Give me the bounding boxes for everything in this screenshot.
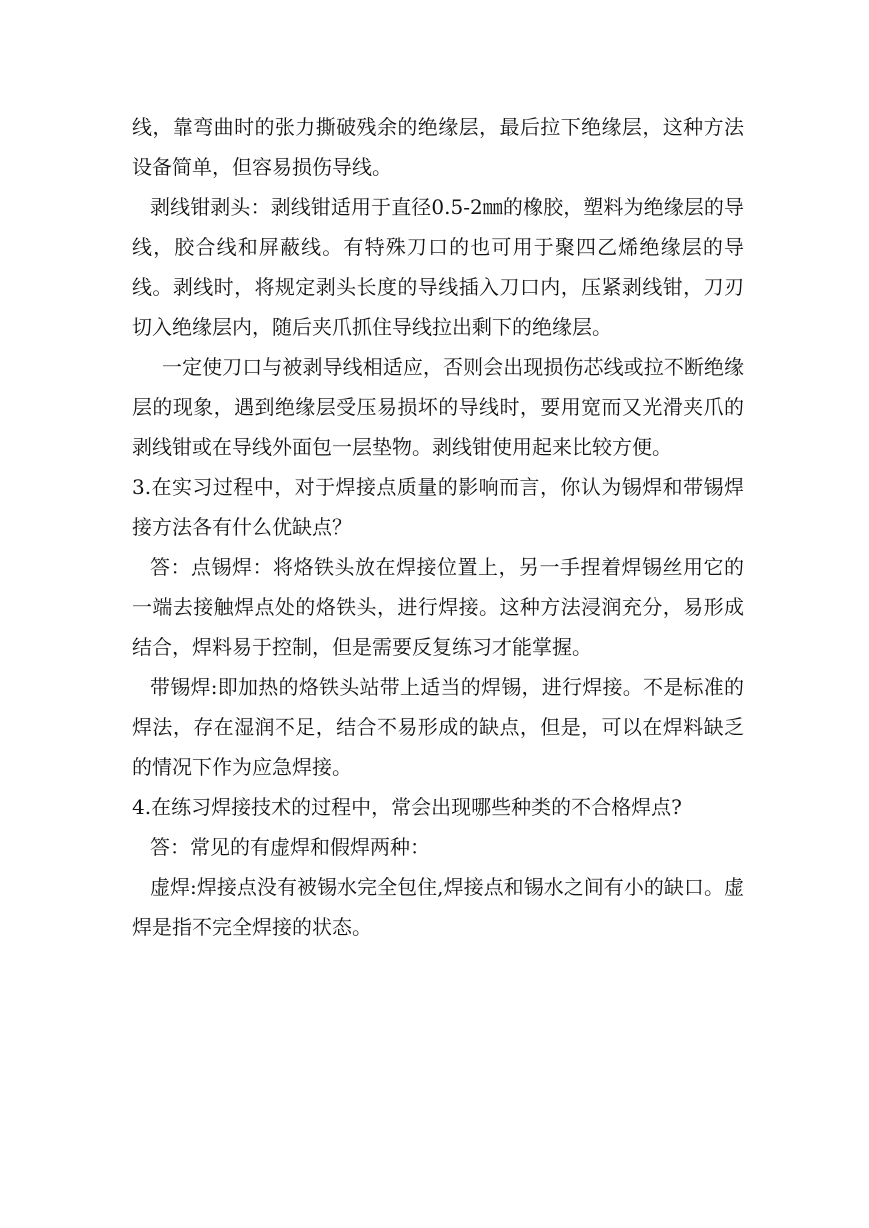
question-4: 4.在练习焊接技术的过程中，常会出现哪些种类的不合格焊点? — [132, 795, 682, 819]
paragraph-stripping-tail: 线，靠弯曲时的张力撕破残余的绝缘层，最后拉下绝缘层，这种方法设备简单，但容易损伤导线。 — [132, 115, 744, 179]
answer-4-intro: 答：常见的有虚焊和假焊两种： — [150, 835, 430, 859]
paragraph-wire-stripper: 剥线钳剥头：剥线钳适用于直径0.5-2㎜的橡胶，塑料为绝缘层的导线，胶合线和屏蔽线。有特殊刀口的也可用于聚四乙烯绝缘层的导线。剥线时，将规定剥头长度的导线插入刀口内，压紧剥线钳，刀刃切入绝缘层内，随后夹爪抓住导线拉出剩下的绝缘层。 — [132, 195, 744, 339]
answer-3-tin-carry-soldering: 带锡焊:即加热的烙铁头站带上适当的焊锡，进行焊接。不是标准的焊法，存在湿润不足，结合不易形成的缺点，但是，可以在焊料缺乏的情况下作为应急焊接。 — [132, 675, 744, 779]
answer-4-cold-joint: 虚焊:焊接点没有被锡水完全包住,焊接点和锡水之间有小的缺口。虚焊是指不完全焊接的状态。 — [132, 875, 744, 939]
paragraph-stripper-caution: 一定使刀口与被剥导线相适应，否则会出现损伤芯线或拉不断绝缘层的现象，遇到绝缘层受压易损坏的导线时，要用宽而又光滑夹爪的剥线钳或在导线外面包一层垫物。剥线钳使用起来比较方便。 — [132, 355, 744, 459]
question-3: 3.在实习过程中，对于焊接点质量的影响而言，你认为锡焊和带锡焊接方法各有什么优缺点？ — [132, 475, 744, 539]
answer-3-spot-soldering: 答：点锡焊：将烙铁头放在焊接位置上，另一手捏着焊锡丝用它的一端去接触焊点处的烙铁头，进行焊接。这种方法浸润充分，易形成结合，焊料易于控制，但是需要反复练习才能掌握。 — [132, 555, 744, 659]
document-body — [132, 107, 744, 947]
